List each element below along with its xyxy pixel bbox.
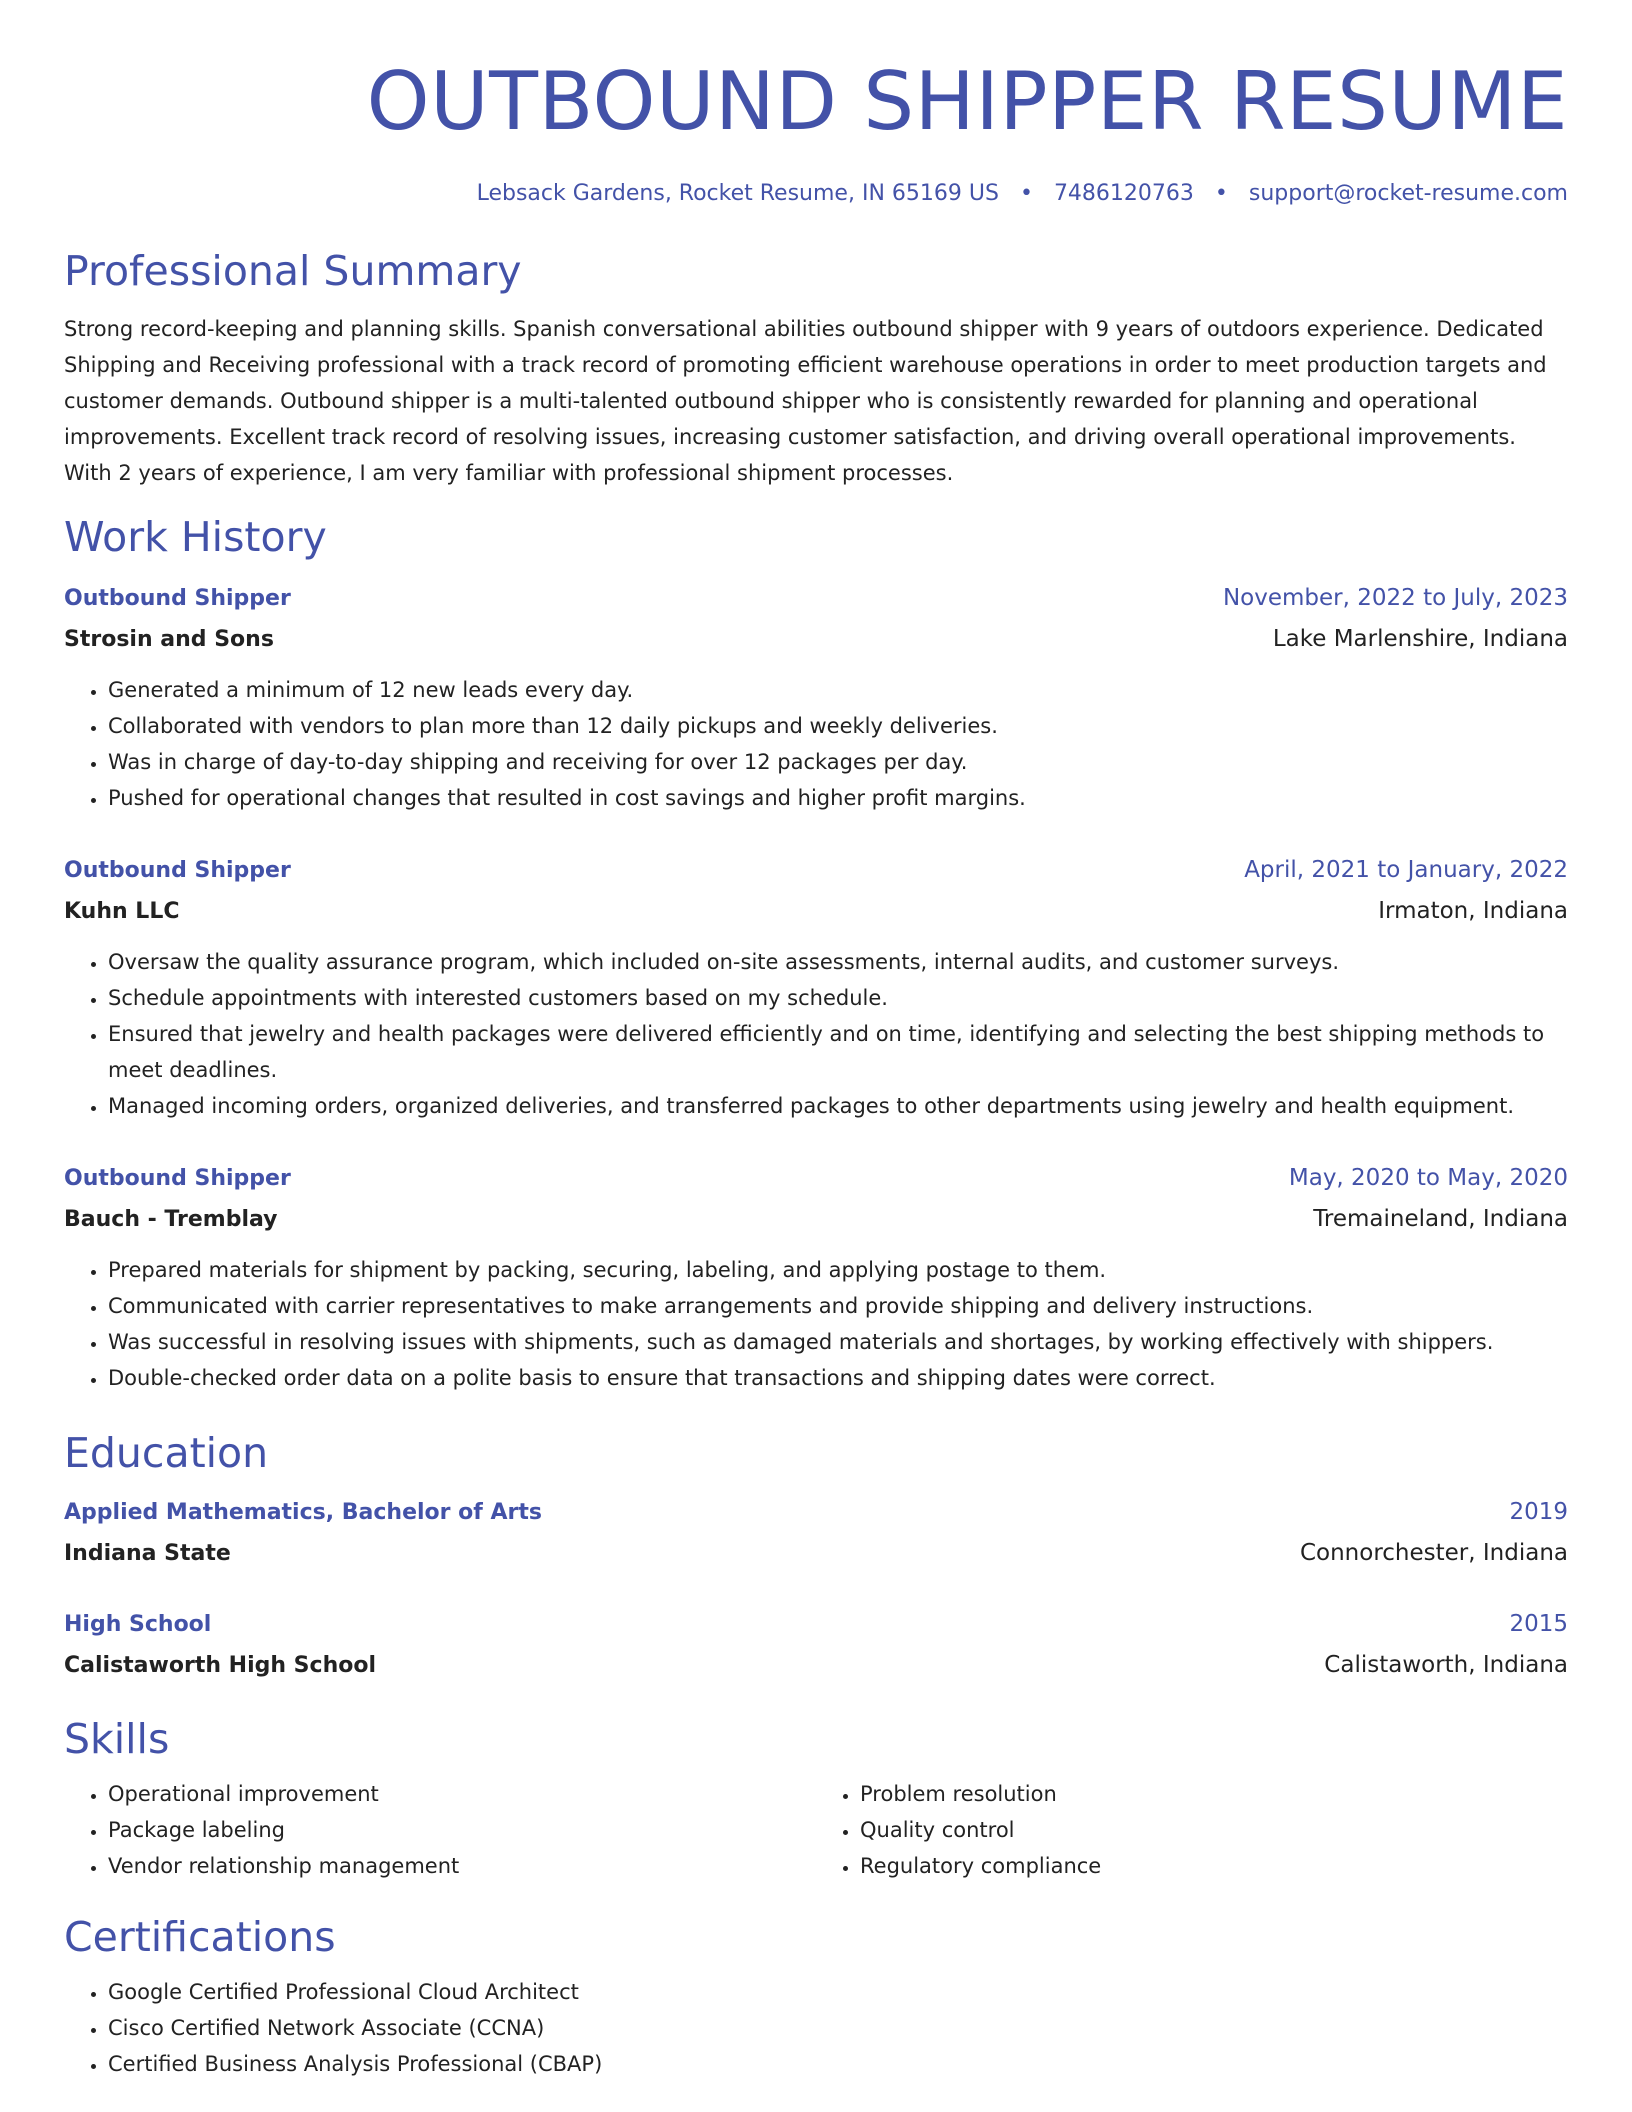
job-bullet: • Communicated with carrier representatives to make arrangements and provide shipping and delivery instructions. (108, 1288, 1568, 1324)
skills-section (64, 1714, 1568, 1884)
job-bullet: • Was successful in resolving issues with shipments, such as damaged materials and shortages, by working effectively with shippers. (108, 1324, 1568, 1360)
resume-header (64, 0, 1568, 209)
job-bullets (64, 672, 1568, 816)
job-bullet: • Pushed for operational changes that resulted in cost savings and higher profit margins. (108, 780, 1568, 816)
summary-heading: Professional Summary (64, 247, 522, 295)
job-bullet: • Was in charge of day-to-day shipping and receiving for over 12 packages per day. (108, 744, 1568, 780)
education-school: Calistaworth High School (64, 1653, 376, 1678)
skill-item: • Vendor relationship management (108, 1848, 816, 1884)
skill-item: • Regulatory compliance (860, 1848, 1568, 1884)
skill-item: • Package labeling (108, 1812, 816, 1848)
summary-text: Strong record-keeping and planning skills. Spanish conversational abilities outbound shipper with 9 years of outdoors experience. Dedicated Shipping and Receiving professional with a track record of promoting efficient warehouse operations in order to meet production targets and customer demands. Outbound shipper is a multi-talented outbound shipper who is consistently rewarded for planning and operational improvements. Excellent track record of resolving issues, increasing customer satisfaction, and driving overall operational improvements. With 2 years of experience, I am very familiar with professional shipment processes. (64, 317, 1547, 485)
job-dates: May, 2020 to May, 2020 (1288, 1165, 1568, 1191)
certification-item: • Google Certified Professional Cloud Architect (108, 1974, 1568, 2010)
job-header-row (64, 850, 1568, 891)
contact-address: Lebsack Gardens, Rocket Resume, IN 65169 US (476, 181, 999, 206)
job-entry (64, 578, 1568, 816)
job-bullet: • Ensured that jewelry and health packages were delivered efficiently and on time, identifying and selecting the best shipping methods to meet deadlines. (108, 1016, 1568, 1088)
job-title: Outbound Shipper (64, 586, 291, 611)
skill-item: • Operational improvement (108, 1776, 816, 1812)
job-bullets (64, 1252, 1568, 1396)
job-entry (64, 850, 1568, 1124)
job-company: Kuhn LLC (64, 899, 180, 924)
education-header-row (64, 1492, 1568, 1533)
job-bullet: • Prepared materials for shipment by packing, securing, labeling, and applying postage to them. (108, 1252, 1568, 1288)
education-header-row (64, 1604, 1568, 1645)
certification-item: • Cisco Certified Network Associate (CCNA) (108, 2010, 1568, 2046)
job-header-row (64, 578, 1568, 619)
job-dates: April, 2021 to January, 2022 (1244, 857, 1568, 883)
education-heading: Education (64, 1429, 269, 1477)
job-entry (64, 1158, 1568, 1396)
contact-phone: 7486120763 (1053, 181, 1194, 206)
contact-email[interactable]: support@rocket-resume.com (1248, 181, 1568, 206)
education-section (64, 1428, 1568, 1686)
job-company-row (64, 619, 1568, 660)
job-header-row (64, 1158, 1568, 1199)
skill-item: • Problem resolution (860, 1776, 1568, 1812)
job-bullet: • Oversaw the quality assurance program, which included on-site assessments, internal audits, and customer surveys. (108, 944, 1568, 980)
skills-heading: Skills (64, 1715, 170, 1763)
education-degree: High School (64, 1612, 212, 1637)
education-school: Indiana State (64, 1541, 231, 1566)
job-bullet: • Managed incoming orders, organized deliveries, and transferred packages to other departments using jewelry and health equipment. (108, 1088, 1568, 1124)
resume-title: OUTBOUND SHIPPER RESUME (366, 55, 1568, 148)
work-history-heading: Work History (64, 513, 327, 561)
job-dates: November, 2022 to July, 2023 (1222, 585, 1568, 611)
summary-section (64, 246, 1568, 491)
work-history-section (64, 512, 1568, 1396)
certifications-list (64, 1974, 1568, 2082)
education-entry (64, 1492, 1568, 1574)
job-bullet: • Double-checked order data on a polite basis to ensure that transactions and shipping dates were correct. (108, 1360, 1568, 1396)
education-degree: Applied Mathematics, Bachelor of Arts (64, 1500, 542, 1525)
education-location: Calistaworth, Indiana (1324, 1652, 1568, 1678)
skills-list-right (816, 1776, 1568, 1884)
job-bullet: • Generated a minimum of 12 new leads every day. (108, 672, 1568, 708)
job-bullet: • Schedule appointments with interested customers based on my schedule. (108, 980, 1568, 1016)
job-company-row (64, 891, 1568, 932)
education-location: Connorchester, Indiana (1299, 1540, 1568, 1566)
certifications-section (64, 1912, 1568, 2082)
skills-grid (64, 1776, 1568, 1884)
job-company-row (64, 1199, 1568, 1240)
job-title: Outbound Shipper (64, 858, 291, 883)
job-location: Lake Marlenshire, Indiana (1272, 626, 1568, 652)
education-school-row (64, 1645, 1568, 1686)
education-school-row (64, 1533, 1568, 1574)
job-bullet: • Collaborated with vendors to plan more than 12 daily pickups and weekly deliveries. (108, 708, 1568, 744)
certifications-heading: Certifications (64, 1913, 336, 1961)
education-year: 2015 (1509, 1611, 1568, 1637)
education-entry (64, 1604, 1568, 1686)
contact-separator: • (1019, 181, 1033, 206)
job-location: Tremaineland, Indiana (1313, 1206, 1568, 1232)
skill-item: • Quality control (860, 1812, 1568, 1848)
contact-line (64, 179, 1568, 209)
job-company: Bauch - Tremblay (64, 1207, 278, 1232)
contact-separator: • (1214, 181, 1228, 206)
job-bullets (64, 944, 1568, 1124)
certification-item: • Certified Business Analysis Professional (CBAP) (108, 2046, 1568, 2082)
job-company: Strosin and Sons (64, 627, 274, 652)
education-year: 2019 (1509, 1499, 1568, 1525)
skills-list-left (64, 1776, 816, 1884)
job-title: Outbound Shipper (64, 1166, 291, 1191)
job-location: Irmaton, Indiana (1378, 898, 1568, 924)
